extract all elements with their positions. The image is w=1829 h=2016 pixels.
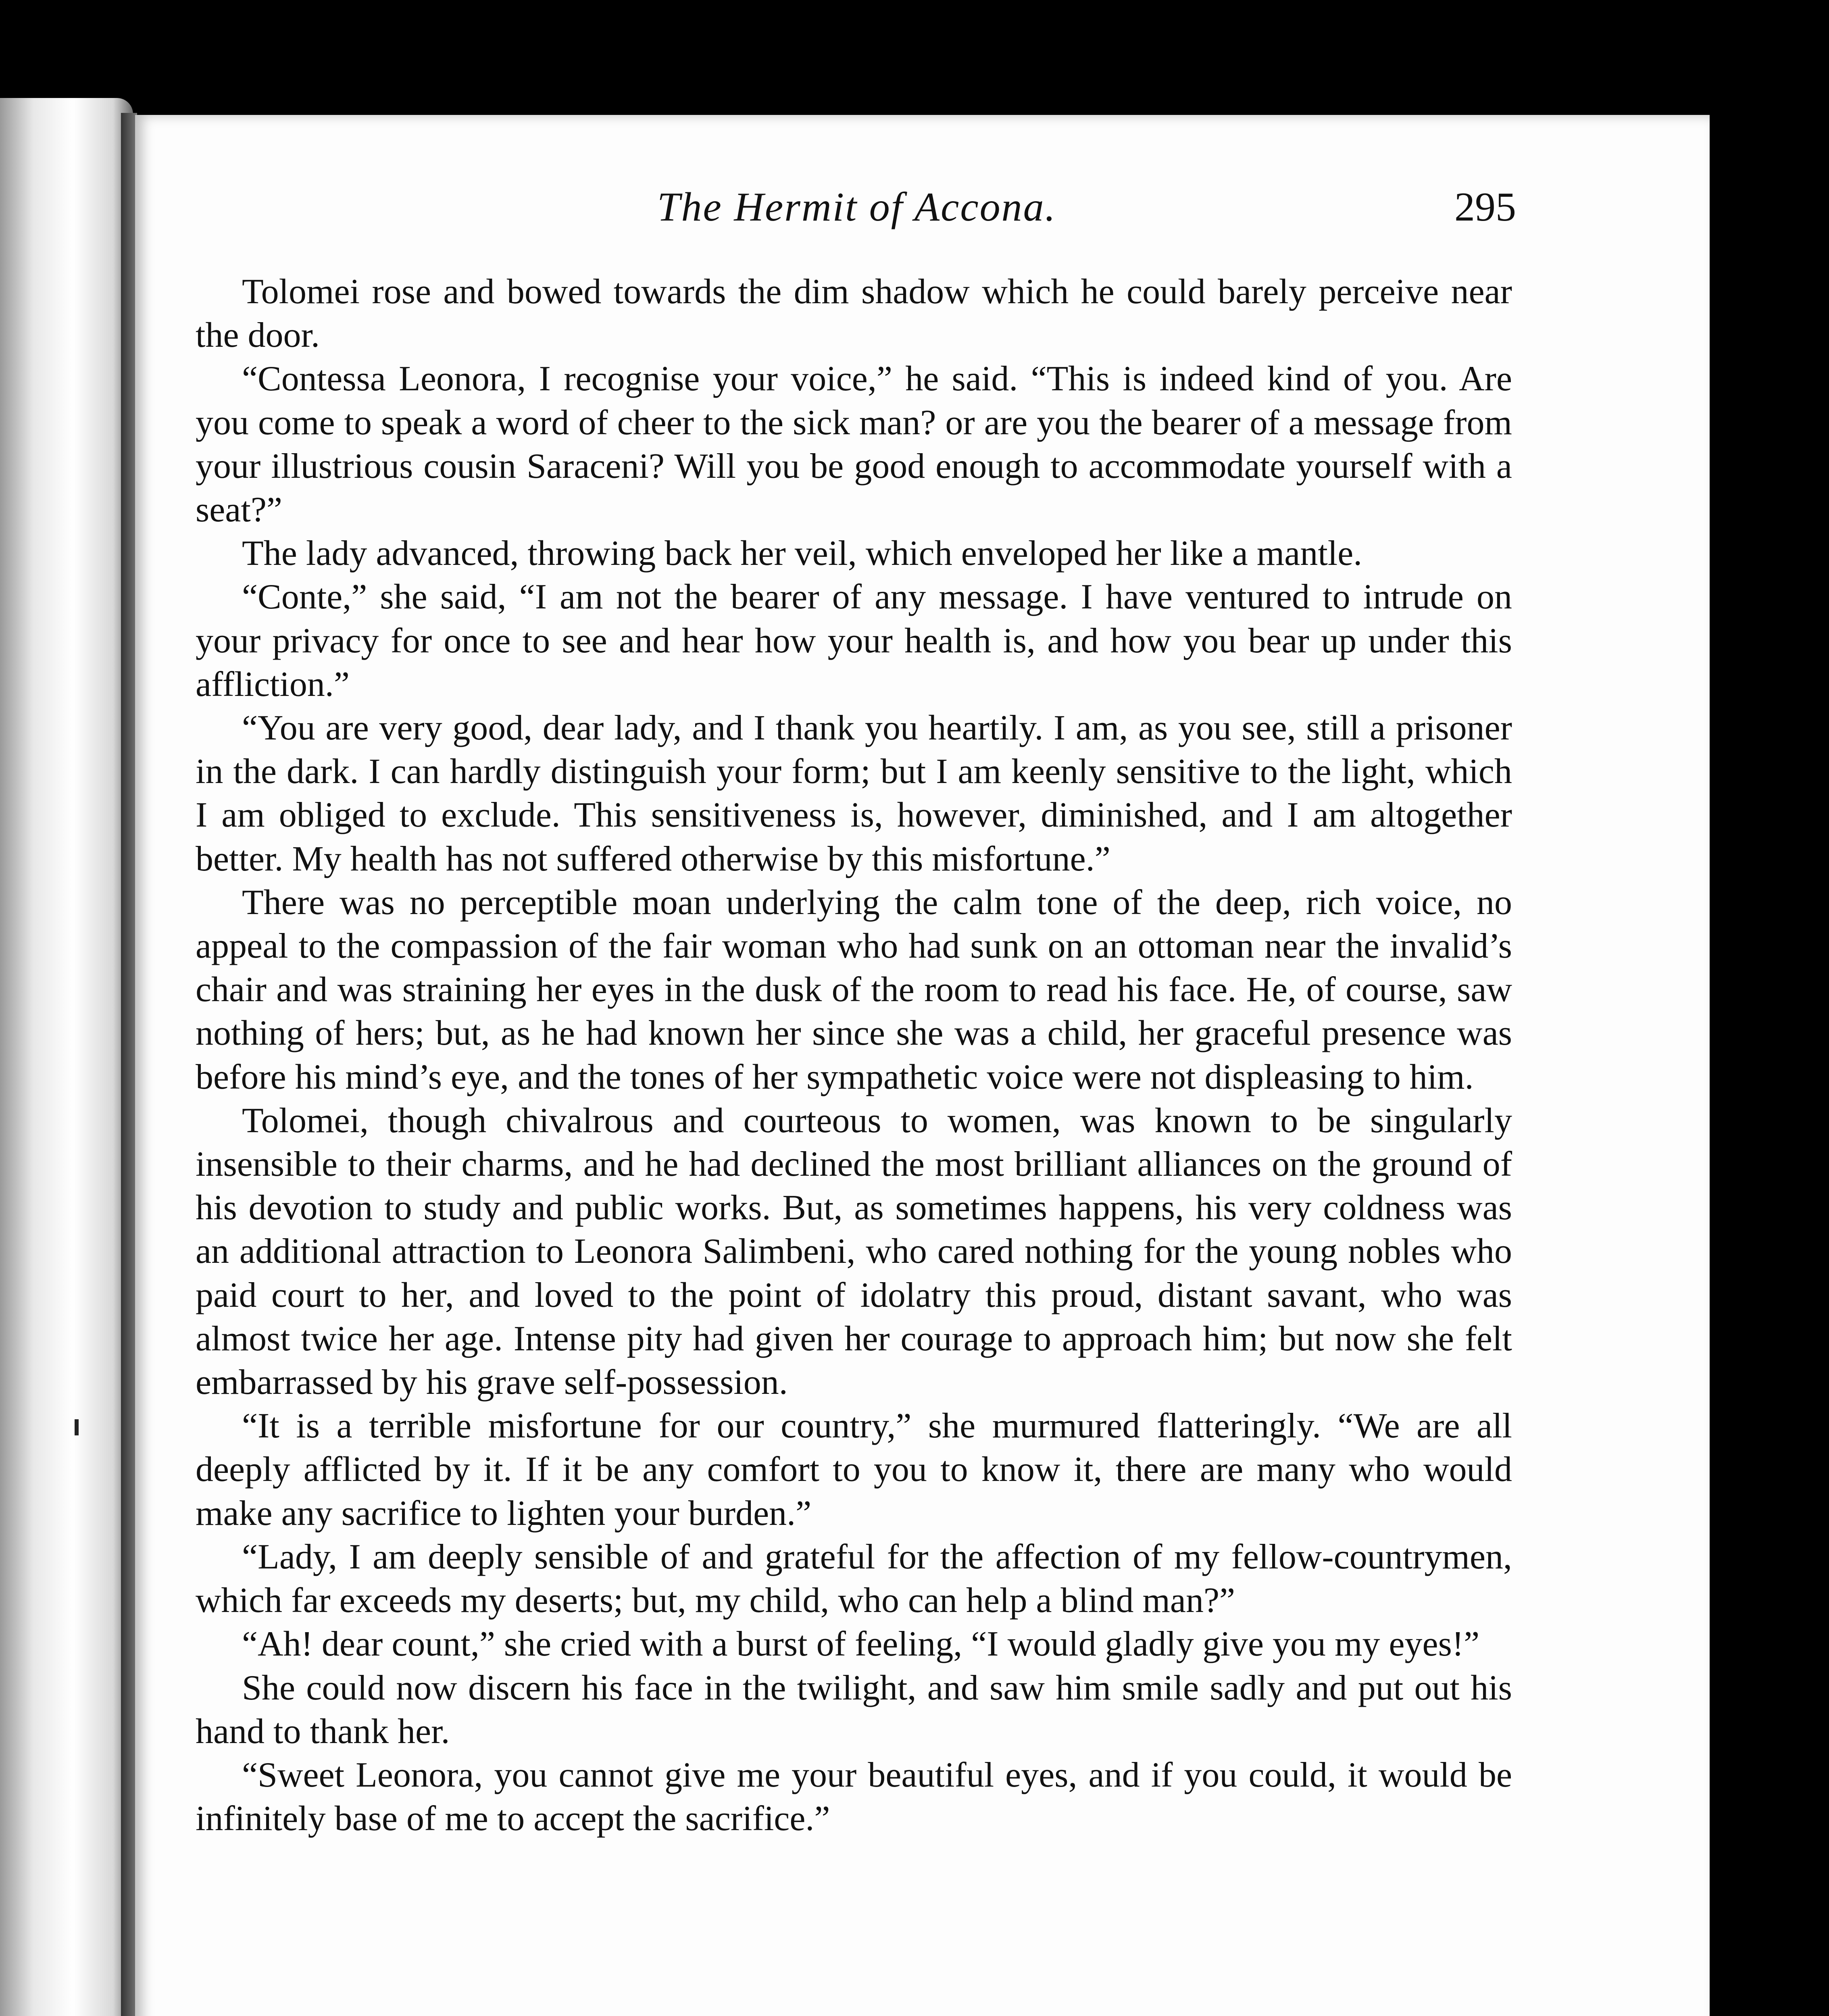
paragraph: Tolomei rose and bowed towards the dim shadow which he could barely perceive near the door. bbox=[196, 272, 1512, 355]
speck bbox=[75, 1419, 79, 1435]
paragraph: “You are very good, dear lady, and I thank you heartily. I am, as you see, still a prisoner in the dark. I can hardly distinguish your form; but I am keenly sensitive to the light, which I am obliged to exclude. This sensitiveness is, however, diminished, and I am altogether better. My health has not suffered otherwise by this misfortune.” bbox=[196, 708, 1512, 879]
page-number: 295 bbox=[1454, 184, 1516, 230]
paragraph: Tolomei, though chivalrous and courteous to women, was known to be singularly insensible to their charms, and he had declined the most brilliant alliances on the ground of his devotion to study and public works. But, as sometimes happens, his very coldness was an additional attraction to Leonora Salimbeni, who cared nothing for the young nobles who paid court to her, and loved to the point of idolatry this proud, distant savant, who was almost twice her age. Intense pity had given her courage to approach him; but now she felt embarrassed by his grave self-possession. bbox=[196, 1101, 1512, 1402]
paragraph: “Sweet Leonora, you cannot give me your beautiful eyes, and if you could, it would be infinitely base of me to accept the sacrifice.” bbox=[196, 1755, 1512, 1839]
paragraph: “Contessa Leonora, I recognise your voice,” he said. “This is indeed kind of you. Are you come to speak a word of cheer to the sick man? or are you the bearer of a message from your illustrious cousin Saraceni? Will you be good enough to accommodate yourself with a seat?” bbox=[196, 359, 1512, 530]
paragraph: “Ah! dear count,” she cried with a burst of feeling, “I would gladly give you my eyes!” bbox=[242, 1624, 1480, 1664]
paragraph: There was no perceptible moan underlying the calm tone of the deep, rich voice, no appeal to the compassion of the fair woman who had sunk on an ottoman near the invalid’s chair and was straining her eyes in the dusk of the room to read his face. He, of course, saw nothing of hers; but, as he had known her since she was a child, her graceful presence was before his mind’s eye, and the tones of her sympathetic voice were not displeasing to him. bbox=[196, 883, 1512, 1097]
paragraph: “Lady, I am deeply sensible of and grateful for the affection of my fellow-countrymen, which far exceeds my deserts; but, my child, who can help a blind man?” bbox=[196, 1537, 1512, 1620]
paragraph: “Conte,” she said, “I am not the bearer of any message. I have ventured to intrude on your privacy for once to see and hear how your health is, and how you bear up under this affliction.” bbox=[196, 577, 1512, 704]
paragraph: “It is a terrible misfortune for our country,” she murmured flatteringly. “We are all deeply afflicted by it. If it be any comfort to you to know it, there are many who would make any sacrifice to lighten your burden.” bbox=[196, 1406, 1512, 1533]
running-head-title: The Hermit of Accona. bbox=[657, 184, 1057, 230]
paragraph: The lady advanced, throwing back her veil, which enveloped her like a mantle. bbox=[242, 534, 1362, 573]
paragraph: She could now discern his face in the twilight, and saw him smile sadly and put out his hand to thank her. bbox=[196, 1668, 1512, 1751]
gutter-shadow bbox=[121, 113, 137, 2016]
body-text bbox=[196, 270, 1512, 1841]
running-head bbox=[198, 183, 1516, 264]
facing-page-edge bbox=[0, 98, 133, 2016]
